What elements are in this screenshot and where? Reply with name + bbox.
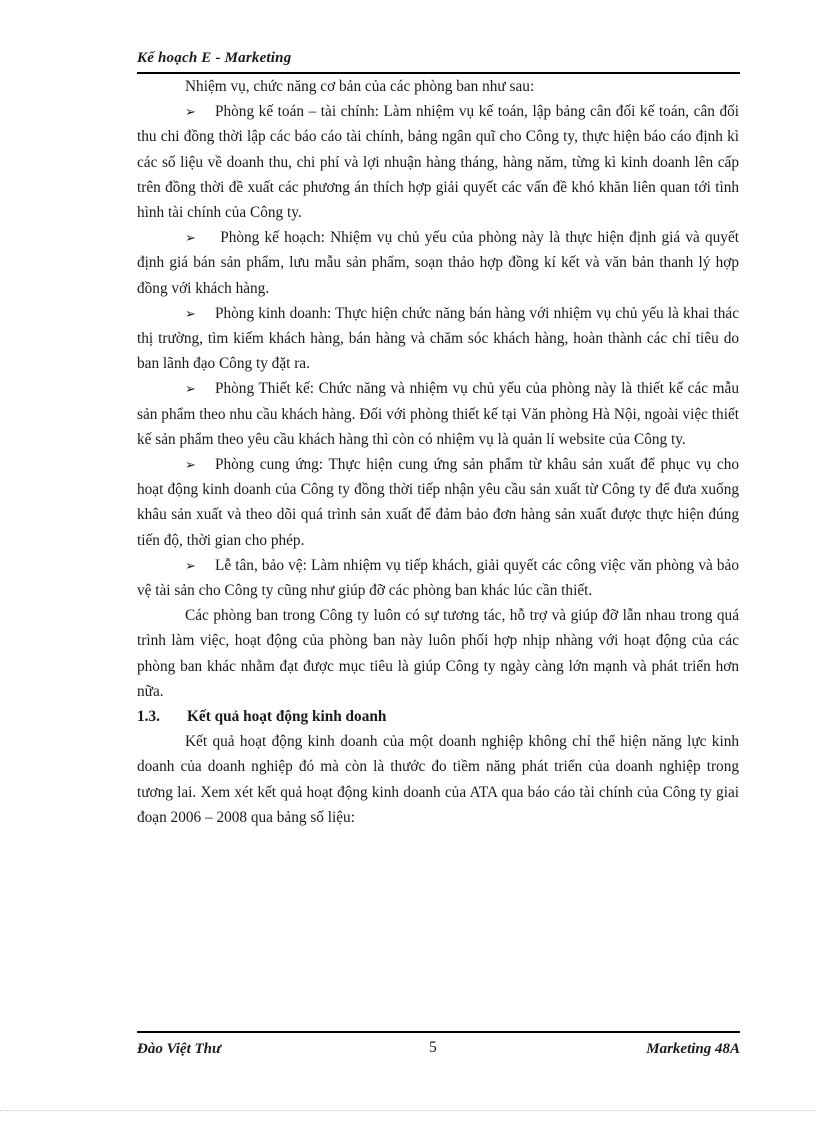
department-item	[137, 452, 739, 553]
department-item	[137, 99, 739, 225]
department-text: Phòng kinh doanh: Thực hiện chức năng bán hàng với nhiệm vụ chủ yếu là khai thác thị trường, tìm kiếm khách hàng, bán hàng và chăm sóc khách hàng, hoàn thành các chỉ tiêu do ban lãnh đạo Công ty đặt ra.	[137, 304, 739, 373]
department-item	[137, 225, 739, 301]
section-heading	[137, 704, 739, 729]
department-text: Phòng kế toán – tài chính: Làm nhiệm vụ kế toán, lập bảng cân đối kế toán, cân đối thu chi đồng thời lập các báo cáo tài chính, bảng ngân quĩ cho Công ty, thực hiện báo cáo định kì các số liệu về doanh thu, chi phí và lợi nhuận hàng tháng, hàng năm, từng kì kinh doanh lên cấp trên đồng thời đề xuất các phương án thích hợp giải quyết các vấn đề khó khăn liên quan tới tình hình tài chính của Công ty.	[137, 103, 739, 222]
header-title: Kế hoạch E - Marketing	[137, 50, 292, 66]
arrow-bullet-icon: ➢	[185, 381, 196, 397]
page-footer	[137, 1031, 740, 1063]
department-text: Phòng kế hoạch: Nhiệm vụ chủ yếu của phòng này là thực hiện định giá và quyết định giá bán sản phẩm, lưu mẫu sản phẩm, soạn thảo hợp đồng kí kết và văn bản thanh lý hợp đồng với khách hàng.	[137, 229, 739, 297]
section-title: Kết quả hoạt động kinh doanh	[187, 708, 387, 726]
department-text: Lễ tân, bảo vệ: Làm nhiệm vụ tiếp khách, giải quyết các công việc văn phòng và bảo vệ tài sản cho Công ty cũng như giúp đỡ các phòng ban khác lúc cần thiết.	[137, 556, 739, 600]
page-edge-divider	[0, 1110, 816, 1111]
department-item	[137, 301, 739, 377]
page-header	[137, 50, 740, 74]
department-item	[137, 553, 739, 603]
department-text: Phòng Thiết kế: Chức năng và nhiệm vụ chủ yếu của phòng này là thiết kế các mẫu sản phẩm theo nhu cầu khách hàng. Đối với phòng thiết kế tại Văn phòng Hà Nội, ngoài việc thiết kế sản phẩm theo yêu cầu khách hàng thì còn có nhiệm vụ là quản lí website của Công ty.	[137, 380, 739, 448]
section-paragraph: Kết quả hoạt động kinh doanh của một doanh nghiệp không chỉ thể hiện năng lực kinh doanh của doanh nghiệp đó mà còn là thước đo tiềm năng phát triển của doanh nghiệp trong tương lai. Xem xét kết quả hoạt động kinh doanh của ATA qua báo cáo tài chính của Công ty giai đoạn 2006 – 2008 qua bảng số liệu:	[137, 733, 739, 826]
arrow-bullet-icon: ➢	[185, 230, 196, 246]
document-body	[137, 74, 739, 830]
department-item	[137, 376, 739, 452]
arrow-bullet-icon: ➢	[185, 457, 196, 473]
page-number: 5	[429, 1039, 437, 1056]
arrow-bullet-icon: ➢	[185, 305, 196, 321]
interaction-paragraph: Các phòng ban trong Công ty luôn có sự tương tác, hỗ trợ và giúp đỡ lẫn nhau trong quá trình làm việc, hoạt động của phòng ban này luôn phối hợp nhịp nhàng với hoạt động của các phòng ban khác nhằm đạt được mục tiêu là giúp Công ty ngày càng lớn mạnh và phát triển hơn nữa.	[137, 607, 739, 700]
intro-paragraph: Nhiệm vụ, chức năng cơ bản của các phòng ban như sau:	[185, 78, 535, 95]
department-text: Phòng cung ứng: Thực hiện cung ứng sản phẩm từ khâu sản xuất để phục vụ cho hoạt động kinh doanh của Công ty đồng thời tiếp nhận yêu cầu sản xuất từ Công ty để đưa xuống khâu sản xuất và theo dõi quá trình sản xuất để đảm bảo đơn hàng sản xuất được thực hiện đúng tiến độ, thời gian cho phép.	[137, 456, 739, 549]
footer-class: Marketing 48A	[646, 1041, 740, 1057]
arrow-bullet-icon: ➢	[185, 557, 196, 573]
section-number: 1.3.	[137, 708, 160, 726]
footer-author: Đào Việt Thư	[137, 1041, 221, 1057]
arrow-bullet-icon: ➢	[185, 104, 196, 120]
